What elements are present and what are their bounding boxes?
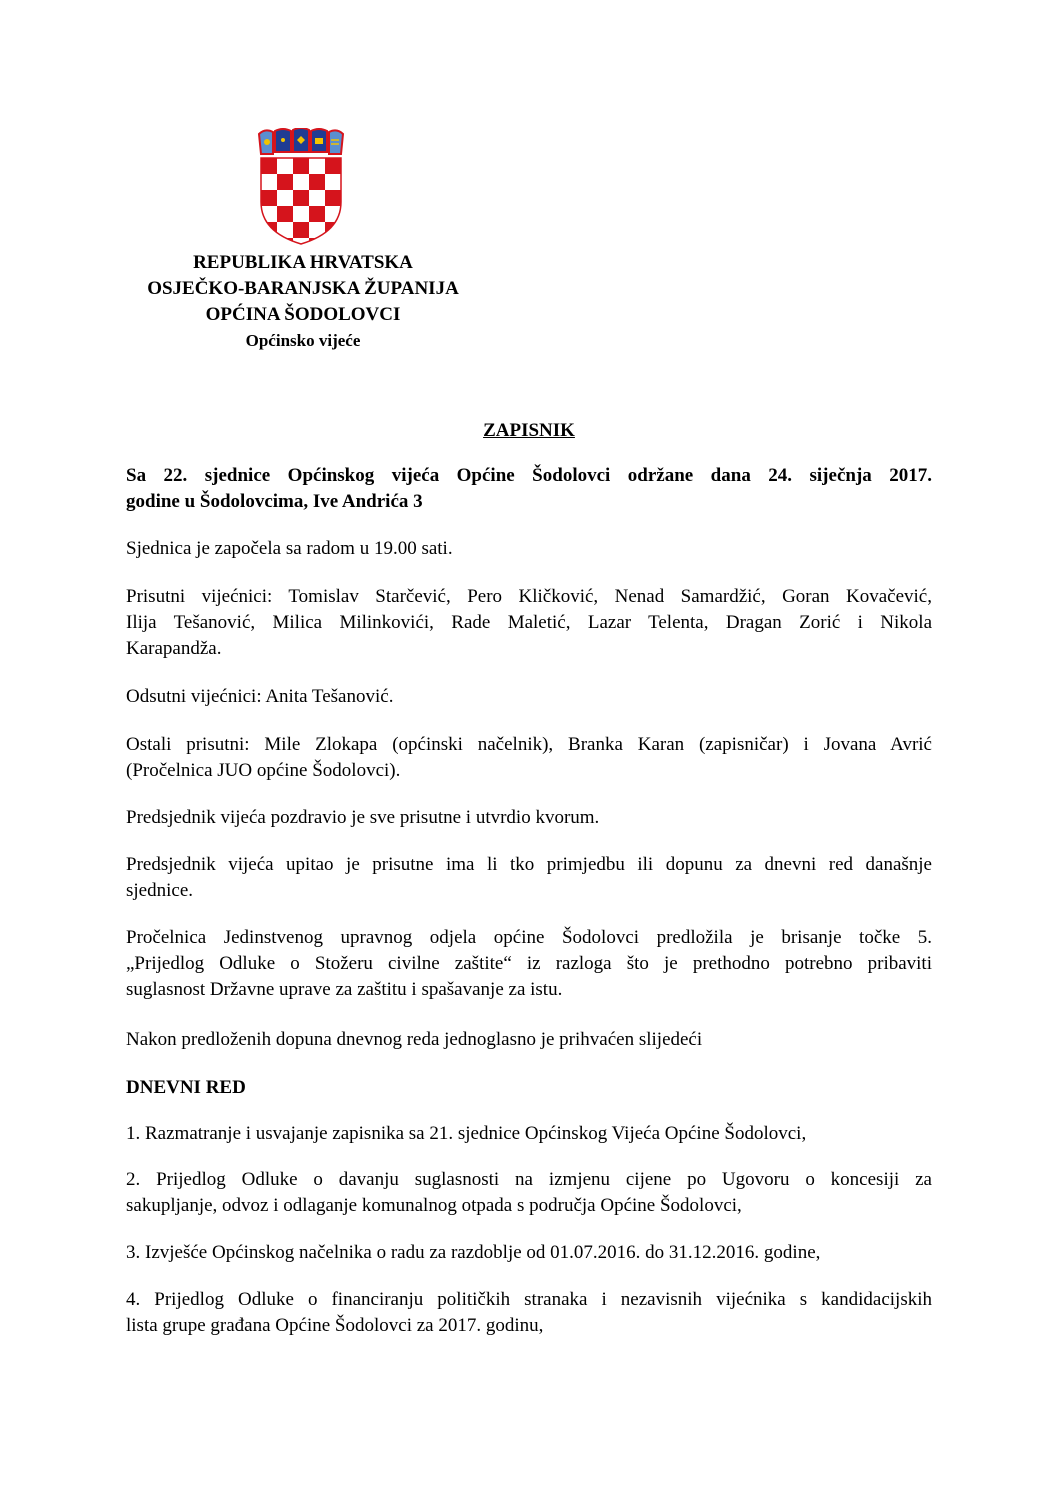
paragraph-proposal [126,925,932,1003]
agenda-line: sakupljanje, odvoz i odlaganje komunalnog otpada s područja Općine Šodolovci, [126,1195,742,1216]
crest-red-square [309,206,325,222]
subtitle-line: Sa 22. sjednice Općinskog vijeća Općine Šodolovci održane dana 24. siječnja 2017. [126,465,932,486]
paragraph-line: suglasnost Državne uprave za zaštitu i spašavanje za istu. [126,979,563,1000]
paragraph-present-councillors [126,584,932,662]
agenda-line: 2. Prijedlog Odluke o davanju suglasnosti na izmjenu cijene po Ugovoru o koncesiji za [126,1169,932,1190]
agenda-item-3 [126,1240,932,1266]
crest-shield [261,158,341,246]
paragraph-quorum [126,805,932,831]
document-subtitle [126,463,932,515]
crest-red-square [309,238,325,246]
paragraph-session-start [126,536,932,562]
agenda-item-4 [126,1287,932,1339]
agenda-item-1 [126,1121,932,1147]
crest-red-square [325,190,341,206]
crest-red-square [293,222,309,238]
country-name: REPUBLIKA HRVATSKA [193,252,413,273]
agenda-line: lista grupe građana Općine Šodolovci za 2017. godinu, [126,1315,544,1336]
crest-red-square [261,158,277,174]
paragraph-agenda-question [126,852,932,904]
crest-red-square [277,238,293,246]
paragraph-line: Karapandža. [126,638,222,659]
document-title: ZAPISNIK [483,420,575,441]
paragraph-line: Ilija Tešanović, Milica Milinkovići, Rade Maletić, Lazar Telenta, Dragan Zorić i Nikola [126,612,932,633]
crest-red-square [293,158,309,174]
crest-red-square [277,174,293,190]
paragraph-line: Pročelnica Jedinstvenog upravnog odjela općine Šodolovci predložila je brisanje točke 5. [126,927,932,948]
paragraph-line: Predsjednik vijeća pozdravio je sve prisutne i utvrdio kvorum. [126,807,600,828]
paragraph-line: (Pročelnica JUO općine Šodolovci). [126,760,401,781]
paragraph-line: Ostali prisutni: Mile Zlokapa (općinski načelnik), Branka Karan (zapisničar) i Jovana Avrić [126,734,932,755]
paragraph-line: Predsjednik vijeća upitao je prisutne ima li tko primjedbu ili dopunu za dnevni red današnje [126,854,932,875]
agenda-line: 3. Izvješće Općinskog načelnika o radu za razdoblje od 01.07.2016. do 31.12.2016. godine, [126,1242,821,1263]
paragraph-line: „Prijedlog Odluke o Stožeru civilne zaštite“ iz razloga što je prethodno potrebno pribaviti [126,953,932,974]
paragraph-line: Sjednica je započela sa radom u 19.00 sati. [126,538,453,559]
crest-red-square [277,206,293,222]
county-name: OSJEČKO-BARANJSKA ŽUPANIJA [147,278,459,299]
crest-red-square [293,190,309,206]
croatian-coat-of-arms-icon [255,128,347,246]
agenda-item-2 [126,1167,932,1219]
crest-red-square [261,190,277,206]
paragraph-line: Odsutni vijećnici: Anita Tešanović. [126,686,394,707]
agenda-heading-text: DNEVNI RED [126,1077,246,1098]
paragraph-line: sjednice. [126,880,194,901]
agenda-line: 4. Prijedlog Odluke o financiranju političkih stranaka i nezavisnih vijećnika s kandidacijskih [126,1289,932,1310]
municipality-name: OPĆINA ŠODOLOVCI [205,304,401,325]
paragraph-agenda-accepted [126,1027,932,1053]
agenda-line: 1. Razmatranje i usvajanje zapisnika sa 21. sjednice Općinskog Vijeća Općine Šodolovci, [126,1123,807,1144]
agenda-heading [126,1075,932,1101]
paragraph-absent-councillors [126,684,932,710]
paragraph-line: Prisutni vijećnici: Tomislav Starčević, Pero Kličković, Nenad Samardžić, Goran Kovačević, [126,586,932,607]
paragraph-others-present [126,732,932,784]
crest-red-square [309,174,325,190]
crest-red-square [325,158,341,174]
subtitle-line: godine u Šodolovcima, Ive Andrića 3 [126,491,423,512]
council-name: Općinsko vijeće [245,331,361,350]
institution-header [118,250,488,354]
crest-crown [259,128,343,154]
paragraph-line: Nakon predloženih dopuna dnevnog reda jednoglasno je prihvaćen slijedeći [126,1029,703,1050]
